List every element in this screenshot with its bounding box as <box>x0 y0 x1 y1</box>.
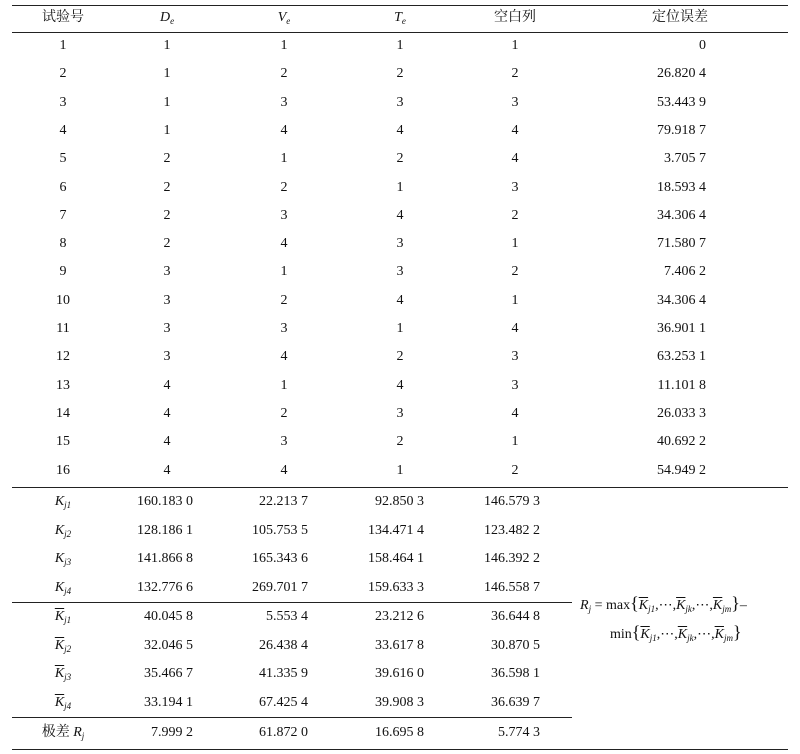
factor-level-cell: 2 <box>396 349 404 365</box>
factor-level-cell: 2 <box>163 236 171 252</box>
positioning-error-cell: 34.306 4 <box>657 292 706 308</box>
k-sum-label: $K_{j3}$ <box>54 551 72 567</box>
factor-level-cell: 3 <box>280 94 288 110</box>
factor-level-cell: 2 <box>163 151 171 167</box>
k-sum-value-cell: 128.186 1 <box>137 522 193 538</box>
header-ve: $V_e$ <box>277 10 291 26</box>
factor-level-cell: 4 <box>511 405 519 421</box>
factor-level-cell: 4 <box>511 122 519 138</box>
factor-level-cell: 4 <box>396 207 404 223</box>
positioning-error-cell: 26.820 4 <box>657 66 706 82</box>
factor-level-cell: 2 <box>396 151 404 167</box>
trial-number-cell: 4 <box>59 122 67 138</box>
factor-level-cell: 3 <box>511 94 519 110</box>
range-row-label: 极差 $R_j$ <box>41 725 85 741</box>
k-sum-value-cell: 159.633 3 <box>368 579 424 595</box>
factor-level-cell: 1 <box>511 236 519 252</box>
factor-level-cell: 3 <box>511 179 519 195</box>
positioning-error-cell: 0 <box>699 38 706 53</box>
k-sum-value-cell: 269.701 7 <box>252 579 308 595</box>
range-formula-line1: $R_j$ = $\max\{\overline{K}_{j1},\cdots,\overline{K}_{jk},\cdots,\overline{K}_{jm}\}-$ <box>580 593 747 614</box>
factor-level-cell: 1 <box>163 38 171 53</box>
positioning-error-cell: 53.443 9 <box>657 94 706 110</box>
factor-level-cell: 1 <box>396 179 404 195</box>
positioning-error-cell: 36.901 1 <box>657 321 706 336</box>
k-mean-value-cell: 41.335 9 <box>259 666 308 681</box>
factor-level-cell: 2 <box>280 405 288 421</box>
k-sum-value-cell: 165.343 6 <box>252 551 308 566</box>
factor-level-cell: 4 <box>396 122 404 138</box>
positioning-error-cell: 79.918 7 <box>657 122 706 138</box>
factor-level-cell: 3 <box>511 377 519 393</box>
k-mean-value-cell: 39.908 3 <box>375 694 424 710</box>
positioning-error-cell: 63.253 1 <box>657 349 706 365</box>
trial-number-cell: 16 <box>56 462 70 478</box>
trial-number-cell: 7 <box>59 207 67 223</box>
k-mean-value-cell: 26.438 4 <box>259 637 308 653</box>
factor-level-cell: 1 <box>511 434 519 450</box>
factor-level-cell: 4 <box>396 377 404 393</box>
factor-level-cell: 1 <box>511 38 519 53</box>
factor-level-cell: 2 <box>280 179 288 195</box>
range-value-ve: 61.872 0 <box>259 725 308 740</box>
factor-level-cell: 1 <box>396 38 404 53</box>
k-sum-label: $K_{j1}$ <box>54 494 72 510</box>
factor-level-cell: 2 <box>163 207 171 223</box>
trial-number-cell: 13 <box>56 377 70 393</box>
trial-number-cell: 14 <box>56 405 70 421</box>
factor-level-cell: 2 <box>511 462 519 478</box>
k-sum-value-cell: 146.392 2 <box>484 551 540 566</box>
header-positioning-error: 定位误差 <box>652 10 708 25</box>
k-mean-value-cell: 40.045 8 <box>144 609 193 624</box>
factor-level-cell: 3 <box>280 434 288 450</box>
k-mean-value-cell: 35.466 7 <box>144 666 193 681</box>
k-sum-label: $K_{j2}$ <box>54 522 72 539</box>
k-mean-label: $\overline{K}_{j1}$ <box>54 609 72 625</box>
factor-level-cell: 1 <box>163 66 171 82</box>
range-value-te: 16.695 8 <box>375 725 424 740</box>
k-mean-value-cell: 36.598 1 <box>491 666 540 681</box>
factor-level-cell: 3 <box>396 405 404 421</box>
factor-level-cell: 3 <box>163 292 171 308</box>
k-mean-label: $\overline{K}_{j4}$ <box>54 694 72 711</box>
factor-level-cell: 4 <box>396 292 404 308</box>
factor-level-cell: 1 <box>396 462 404 478</box>
trials-bottom-rule <box>12 487 788 488</box>
trial-number-cell: 6 <box>59 179 67 195</box>
k-sum-value-cell: 132.776 6 <box>137 579 193 595</box>
positioning-error-cell: 3.705 7 <box>664 151 706 167</box>
trial-number-cell: 5 <box>59 151 67 167</box>
trial-number-cell: 9 <box>59 264 67 280</box>
k-sum-value-cell: 123.482 2 <box>484 522 540 538</box>
header-trial-no: 试验号 <box>42 10 84 25</box>
k-sum-value-cell: 158.464 1 <box>368 551 424 566</box>
header-rule <box>12 32 788 33</box>
factor-level-cell: 4 <box>163 405 171 421</box>
k-mean-value-cell: 5.553 4 <box>266 609 308 624</box>
factor-level-cell: 3 <box>163 349 171 365</box>
factor-level-cell: 4 <box>280 236 288 252</box>
factor-level-cell: 2 <box>163 179 171 195</box>
factor-level-cell: 4 <box>280 122 288 138</box>
trial-number-cell: 1 <box>59 38 67 53</box>
k-mean-value-cell: 33.617 8 <box>375 637 424 653</box>
header-blank-column: 空白列 <box>494 10 536 25</box>
factor-level-cell: 3 <box>280 207 288 223</box>
factor-level-cell: 1 <box>280 264 288 280</box>
k-sum-value-cell: 134.471 4 <box>368 522 424 538</box>
table-bottom-rule <box>12 749 788 750</box>
positioning-error-cell: 40.692 2 <box>657 434 706 450</box>
factor-level-cell: 3 <box>396 94 404 110</box>
k-sum-label: $K_{j4}$ <box>54 579 72 596</box>
factor-level-cell: 4 <box>163 434 171 450</box>
factor-level-cell: 4 <box>280 462 288 478</box>
positioning-error-cell: 71.580 7 <box>657 236 706 252</box>
k-bottom-rule <box>12 602 572 603</box>
positioning-error-cell: 34.306 4 <box>657 207 706 223</box>
trial-number-cell: 10 <box>56 292 70 308</box>
factor-level-cell: 2 <box>511 207 519 223</box>
factor-level-cell: 4 <box>163 462 171 478</box>
range-value-de: 7.999 2 <box>151 725 193 740</box>
factor-level-cell: 2 <box>511 66 519 82</box>
k-mean-label: $\overline{K}_{j2}$ <box>54 637 72 654</box>
k-sum-value-cell: 146.579 3 <box>484 494 540 509</box>
kbar-bottom-rule <box>12 717 572 718</box>
k-mean-value-cell: 33.194 1 <box>144 694 193 710</box>
trial-number-cell: 3 <box>59 94 67 110</box>
factor-level-cell: 3 <box>280 321 288 336</box>
header-de: $D_e$ <box>159 10 175 26</box>
positioning-error-cell: 18.593 4 <box>657 179 706 195</box>
factor-level-cell: 2 <box>280 66 288 82</box>
positioning-error-cell: 54.949 2 <box>657 462 706 478</box>
k-sum-value-cell: 105.753 5 <box>252 522 308 538</box>
trial-number-cell: 11 <box>56 321 70 336</box>
k-mean-value-cell: 23.212 6 <box>375 609 424 624</box>
range-formula-line2: $\min\{\overline{K}_{j1},\cdots,\overline{K}_{jk},\cdots,\overline{K}_{jm}\}$ <box>610 622 742 643</box>
positioning-error-cell: 7.406 2 <box>664 264 706 280</box>
factor-level-cell: 3 <box>396 264 404 280</box>
k-mean-value-cell: 39.616 0 <box>375 666 424 681</box>
factor-level-cell: 1 <box>163 122 171 138</box>
k-sum-value-cell: 146.558 7 <box>484 579 540 595</box>
factor-level-cell: 4 <box>163 377 171 393</box>
k-mean-value-cell: 36.639 7 <box>491 694 540 710</box>
positioning-error-cell: 26.033 3 <box>657 405 706 421</box>
factor-level-cell: 3 <box>163 264 171 280</box>
k-mean-value-cell: 67.425 4 <box>259 694 308 710</box>
factor-level-cell: 3 <box>511 349 519 365</box>
factor-level-cell: 3 <box>396 236 404 252</box>
factor-level-cell: 3 <box>163 321 171 336</box>
header-te: $T_e$ <box>394 10 406 26</box>
k-mean-value-cell: 32.046 5 <box>144 637 193 653</box>
k-sum-value-cell: 141.866 8 <box>137 551 193 566</box>
factor-level-cell: 2 <box>396 66 404 82</box>
k-sum-value-cell: 160.183 0 <box>137 494 193 509</box>
factor-level-cell: 4 <box>511 321 519 336</box>
k-mean-value-cell: 30.870 5 <box>491 637 540 653</box>
factor-level-cell: 4 <box>280 349 288 365</box>
factor-level-cell: 2 <box>280 292 288 308</box>
factor-level-cell: 1 <box>511 292 519 308</box>
factor-level-cell: 1 <box>163 94 171 110</box>
top-rule <box>12 5 788 6</box>
positioning-error-cell: 11.101 8 <box>657 377 706 393</box>
factor-level-cell: 1 <box>280 151 288 167</box>
trial-number-cell: 2 <box>59 66 67 82</box>
trial-number-cell: 8 <box>59 236 67 252</box>
k-sum-value-cell: 92.850 3 <box>375 494 424 509</box>
factor-level-cell: 4 <box>511 151 519 167</box>
range-value-blank: 5.774 3 <box>498 725 540 740</box>
factor-level-cell: 1 <box>280 377 288 393</box>
factor-level-cell: 2 <box>396 434 404 450</box>
k-mean-value-cell: 36.644 8 <box>491 609 540 624</box>
factor-level-cell: 1 <box>396 321 404 336</box>
factor-level-cell: 2 <box>511 264 519 280</box>
k-mean-label: $\overline{K}_{j3}$ <box>54 666 72 682</box>
factor-level-cell: 1 <box>280 38 288 53</box>
trial-number-cell: 12 <box>56 349 70 365</box>
trial-number-cell: 15 <box>56 434 70 450</box>
k-sum-value-cell: 22.213 7 <box>259 494 308 509</box>
